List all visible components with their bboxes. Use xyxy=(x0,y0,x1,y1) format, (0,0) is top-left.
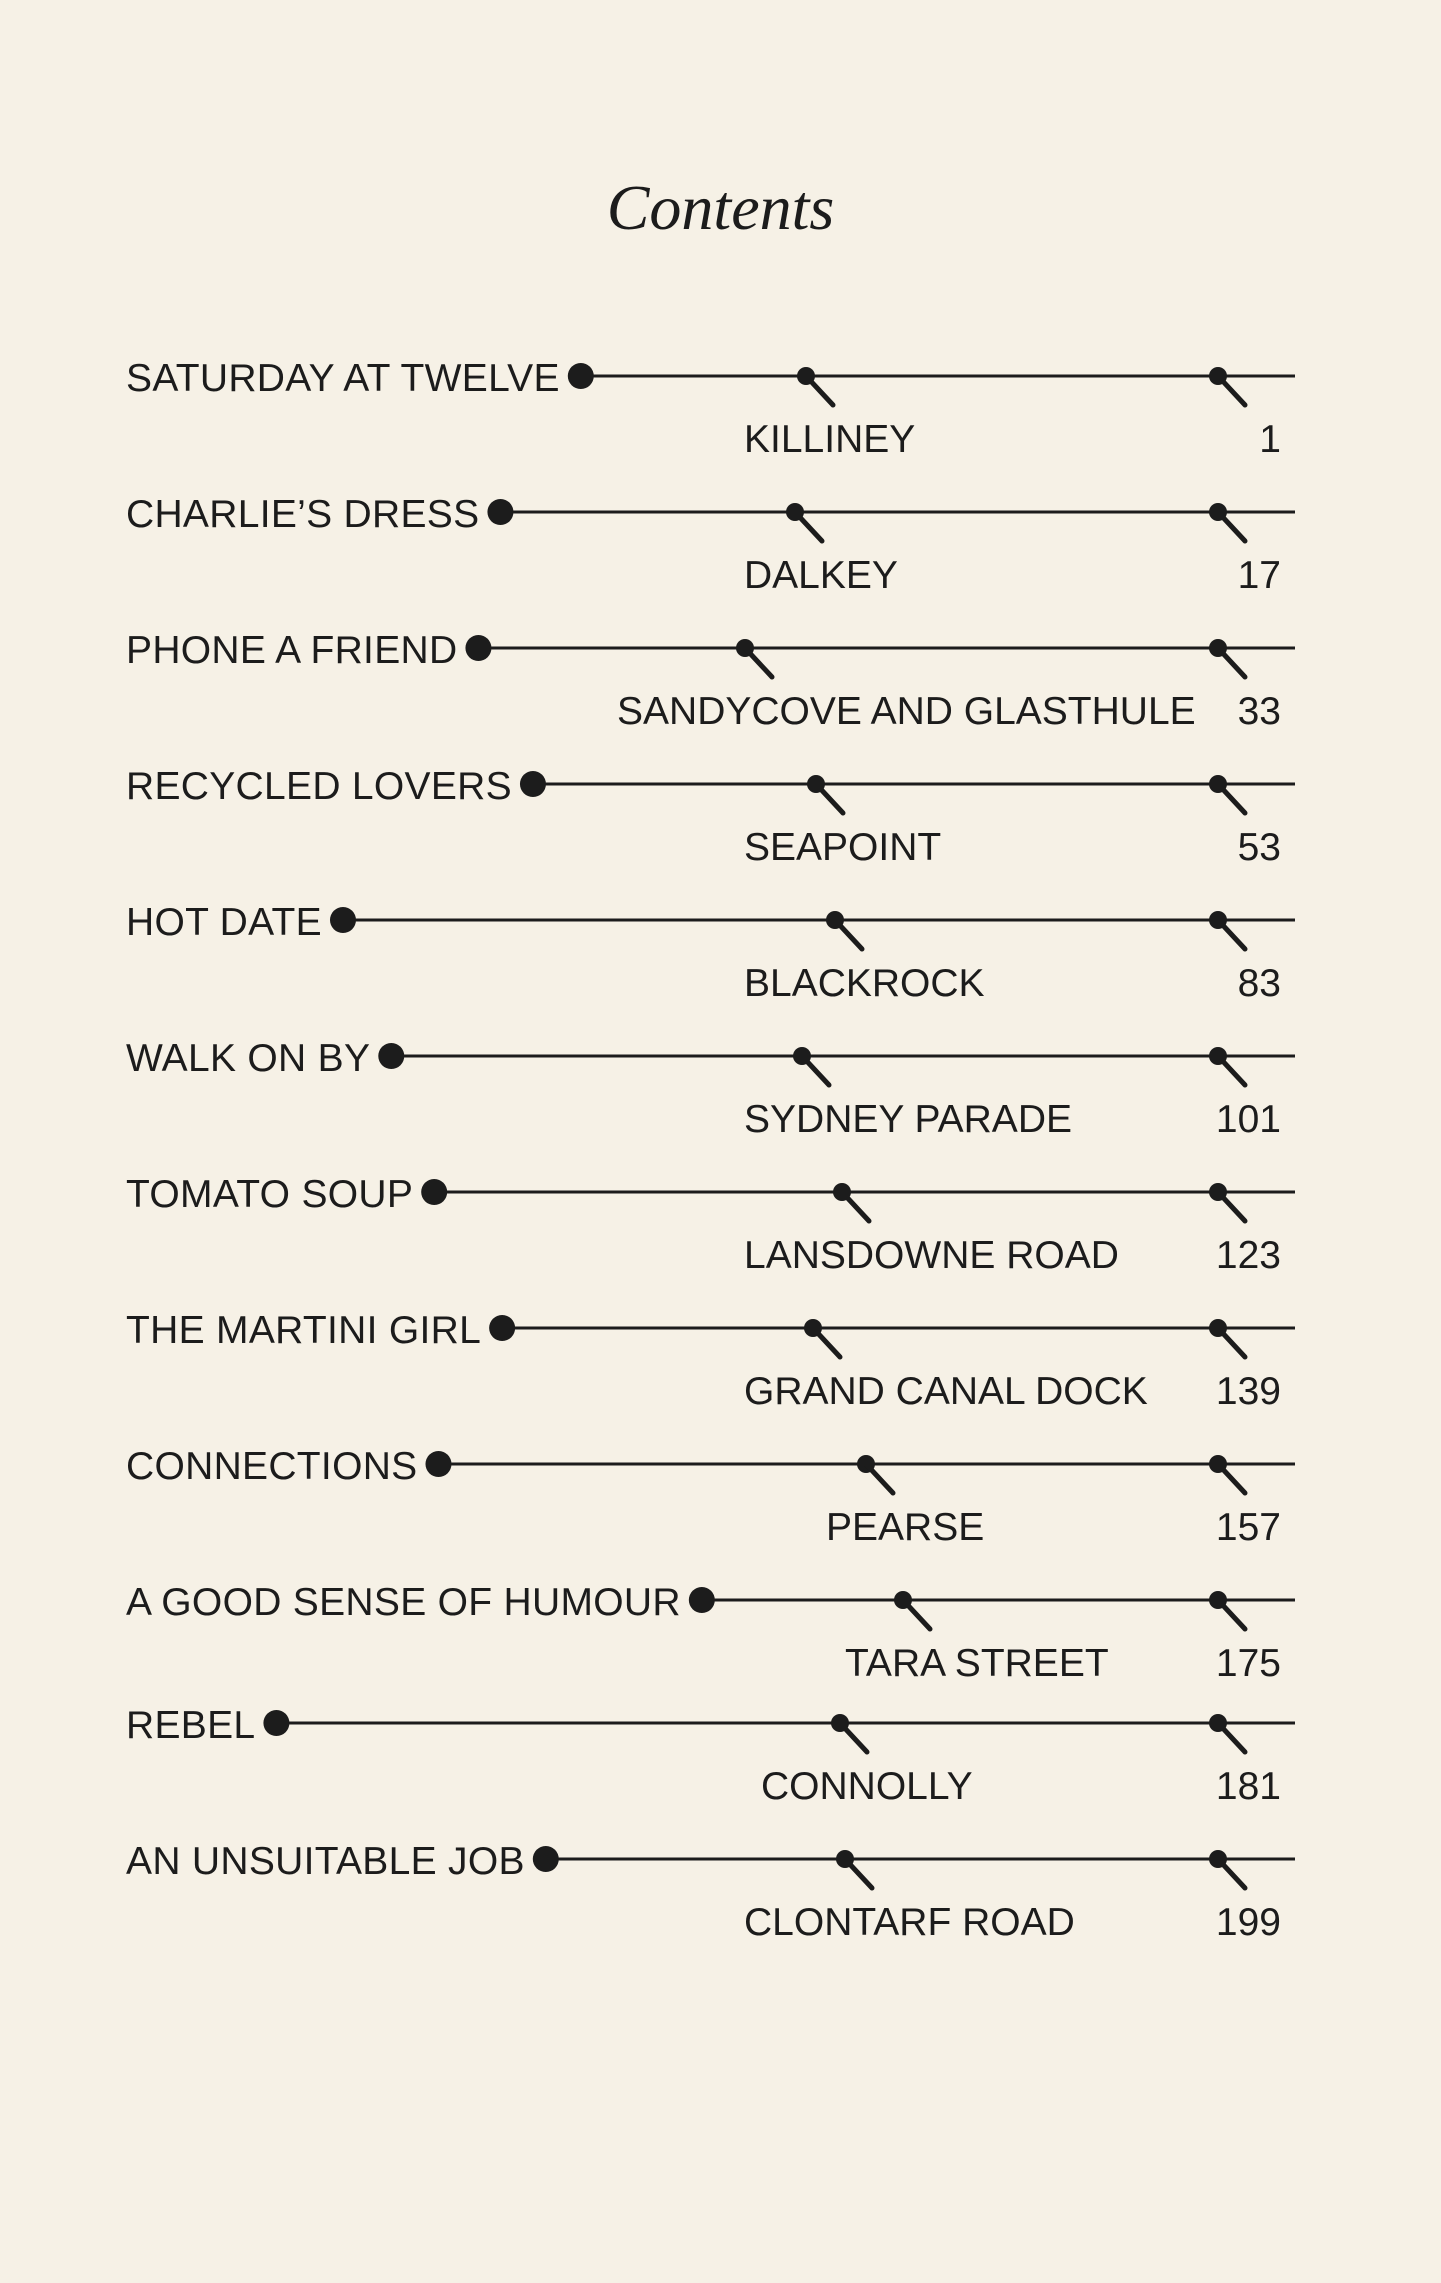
chapter-dot-icon xyxy=(263,1710,289,1736)
toc-entry[interactable] xyxy=(0,627,1441,757)
route-line-graphic xyxy=(0,1035,1441,1095)
page-number: 175 xyxy=(1215,1642,1281,1685)
toc-entry[interactable] xyxy=(0,1838,1441,1968)
station-tick-icon xyxy=(833,1183,869,1221)
chapter-title: SATURDAY AT TWELVE xyxy=(126,357,560,400)
station-label: SANDYCOVE AND GLASTHULE xyxy=(617,690,1196,733)
page-number: 181 xyxy=(1215,1765,1281,1808)
toc-entry[interactable] xyxy=(0,899,1441,1029)
chapter-dot-icon xyxy=(465,635,491,661)
chapter-dot-icon xyxy=(568,363,594,389)
chapter-title: RECYCLED LOVERS xyxy=(126,765,512,808)
page-tick-icon xyxy=(1209,367,1245,405)
page-title: Contents xyxy=(606,172,835,243)
station-tick-icon xyxy=(793,1047,829,1085)
page-number: 123 xyxy=(1215,1234,1281,1277)
page-number: 139 xyxy=(1215,1370,1281,1413)
page-number: 1 xyxy=(1259,418,1281,461)
station-tick-icon xyxy=(786,503,822,541)
chapter-dot-icon xyxy=(489,1315,515,1341)
station-label: LANSDOWNE ROAD xyxy=(744,1234,1119,1277)
station-tick-icon xyxy=(836,1850,872,1888)
page-tick-icon xyxy=(1209,1714,1245,1752)
route-line-graphic xyxy=(0,899,1441,959)
route-line-graphic xyxy=(0,1838,1441,1898)
route-line-graphic xyxy=(0,1171,1441,1231)
route-line-graphic xyxy=(0,763,1441,823)
chapter-title: CONNECTIONS xyxy=(126,1445,418,1488)
station-tick-icon xyxy=(894,1591,930,1629)
station-tick-icon xyxy=(797,367,833,405)
chapter-dot-icon xyxy=(378,1043,404,1069)
chapter-title: WALK ON BY xyxy=(126,1037,371,1080)
page-tick-icon xyxy=(1209,911,1245,949)
station-label: TARA STREET xyxy=(845,1642,1109,1685)
page-number: 17 xyxy=(1237,554,1281,597)
station-label: CONNOLLY xyxy=(761,1765,973,1808)
station-tick-icon xyxy=(831,1714,867,1752)
page-tick-icon xyxy=(1209,1047,1245,1085)
page-number: 83 xyxy=(1237,962,1281,1005)
route-line-graphic xyxy=(0,627,1441,687)
station-label: CLONTARF ROAD xyxy=(744,1901,1075,1944)
chapter-title: A GOOD SENSE OF HUMOUR xyxy=(126,1581,681,1624)
station-tick-icon xyxy=(826,911,862,949)
page-tick-icon xyxy=(1209,1850,1245,1888)
toc-entry[interactable] xyxy=(0,763,1441,893)
page-tick-icon xyxy=(1209,503,1245,541)
route-line-graphic xyxy=(0,355,1441,415)
station-tick-icon xyxy=(804,1319,840,1357)
station-tick-icon xyxy=(736,639,772,677)
toc-entry[interactable] xyxy=(0,355,1441,485)
route-line-graphic xyxy=(0,1579,1441,1639)
chapter-dot-icon xyxy=(689,1587,715,1613)
chapter-title: AN UNSUITABLE JOB xyxy=(126,1840,525,1883)
chapter-title: THE MARTINI GIRL xyxy=(126,1309,482,1352)
toc-entry[interactable] xyxy=(0,491,1441,621)
route-line-graphic xyxy=(0,1307,1441,1367)
chapter-title: HOT DATE xyxy=(126,901,322,944)
station-label: PEARSE xyxy=(826,1506,985,1549)
chapter-title: REBEL xyxy=(126,1704,256,1747)
page-number: 101 xyxy=(1215,1098,1281,1141)
toc-entry[interactable] xyxy=(0,1171,1441,1301)
chapter-title: TOMATO SOUP xyxy=(126,1173,414,1216)
page-number: 199 xyxy=(1215,1901,1281,1944)
page-number: 53 xyxy=(1237,826,1281,869)
station-label: BLACKROCK xyxy=(744,962,985,1005)
chapter-title: CHARLIE’S DRESS xyxy=(126,493,480,536)
chapter-title: PHONE A FRIEND xyxy=(126,629,458,672)
toc-entry[interactable] xyxy=(0,1443,1441,1573)
station-tick-icon xyxy=(807,775,843,813)
page-tick-icon xyxy=(1209,1455,1245,1493)
chapter-dot-icon xyxy=(330,907,356,933)
station-tick-icon xyxy=(857,1455,893,1493)
chapter-dot-icon xyxy=(425,1451,451,1477)
toc-entry[interactable] xyxy=(0,1035,1441,1165)
toc-entry[interactable] xyxy=(0,1702,1441,1832)
page-number: 33 xyxy=(1237,690,1281,733)
page-tick-icon xyxy=(1209,1183,1245,1221)
station-label: DALKEY xyxy=(744,554,898,597)
station-label: KILLINEY xyxy=(744,418,916,461)
page-tick-icon xyxy=(1209,1319,1245,1357)
route-line-graphic xyxy=(0,1443,1441,1503)
station-label: SEAPOINT xyxy=(744,826,942,869)
chapter-dot-icon xyxy=(487,499,513,525)
route-line-graphic xyxy=(0,1702,1441,1762)
station-label: SYDNEY PARADE xyxy=(744,1098,1072,1141)
toc-entry[interactable] xyxy=(0,1579,1441,1709)
chapter-dot-icon xyxy=(421,1179,447,1205)
page-number: 157 xyxy=(1215,1506,1281,1549)
station-label: GRAND CANAL DOCK xyxy=(744,1370,1148,1413)
toc-entry[interactable] xyxy=(0,1307,1441,1437)
page-tick-icon xyxy=(1209,639,1245,677)
page-tick-icon xyxy=(1209,775,1245,813)
route-line-graphic xyxy=(0,491,1441,551)
chapter-dot-icon xyxy=(520,771,546,797)
page-tick-icon xyxy=(1209,1591,1245,1629)
chapter-dot-icon xyxy=(533,1846,559,1872)
